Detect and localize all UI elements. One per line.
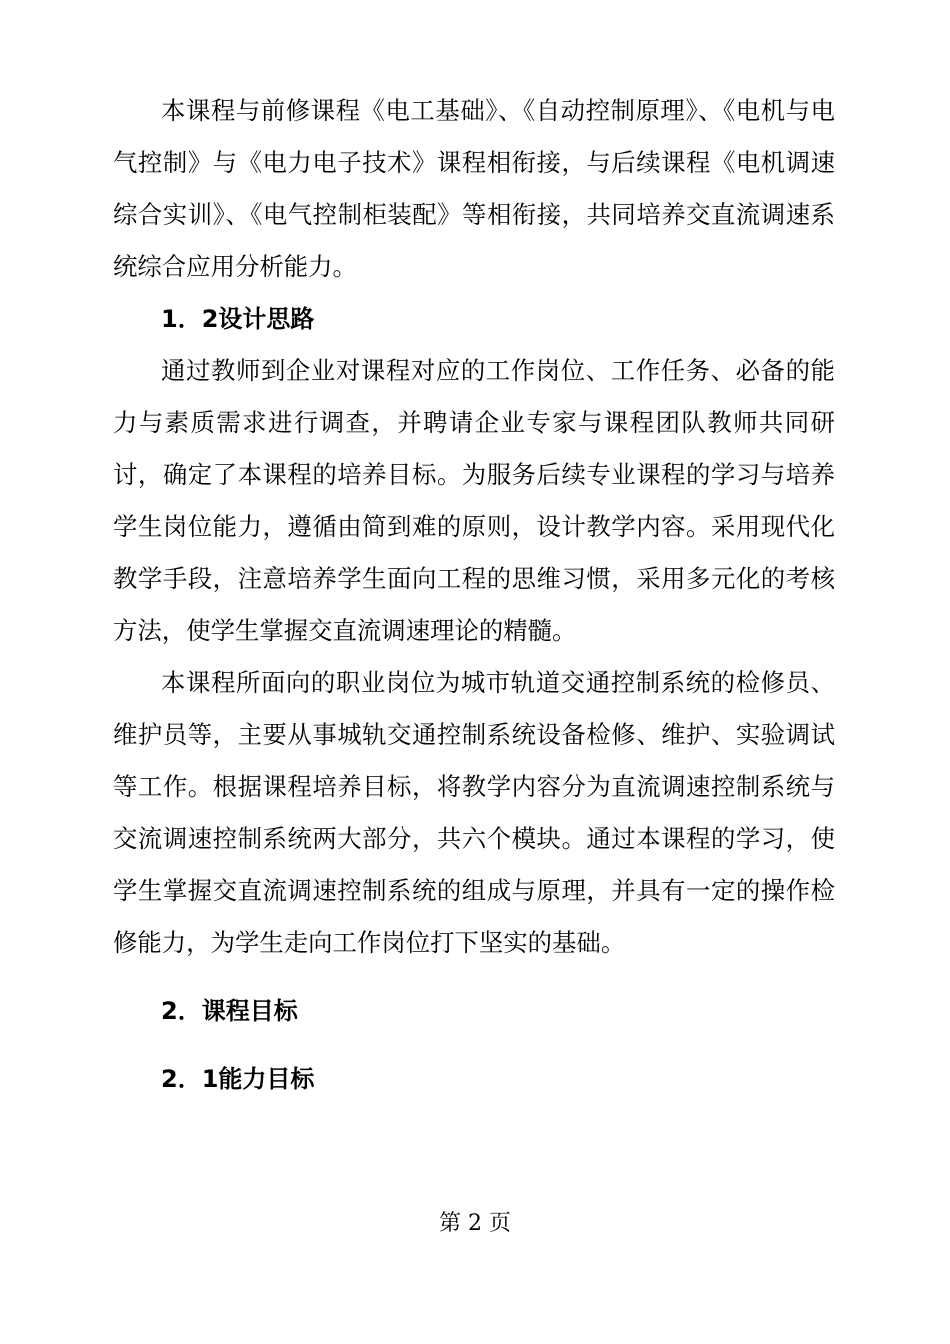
heading-design-approach: 1．2设计思路 — [161, 305, 315, 333]
paragraph-course-connections: 本课程与前修课程《电工基础》、《自动控制原理》、《电机与电气控制》与《电力电子技术》课程相衔接，与后续课程《电机调速综合实训》、《电气控制柜装配》等相衔接，共同培养交直流调速系统综合应用分析能力。 — [113, 96, 835, 281]
heading-ability-objectives: 2．1能力目标 — [161, 1065, 315, 1093]
paragraph-job-positions: 本课程所面向的职业岗位为城市轨道交通控制系统的检修员、维护员等，主要从事城轨交通控制系统设备检修、维护、实验调试等工作。根据课程培养目标，将教学内容分为直流调速控制系统与交流调速控制系统两大部分，共六个模块。通过本课程的学习，使学生掌握交直流调速控制系统的组成与原理，并具有一定的操作检修能力，为学生走向工作岗位打下坚实的基础。 — [113, 668, 835, 957]
spacer — [113, 1037, 835, 1053]
spacer — [113, 969, 835, 985]
page-number: 第 2 页 — [439, 1211, 511, 1236]
heading-course-objectives: 2．课程目标 — [161, 997, 298, 1025]
document-body — [113, 85, 835, 1105]
paragraph-design-approach: 通过教师到企业对课程对应的工作岗位、工作任务、必备的能力与素质需求进行调查，并聘请企业专家与课程团队教师共同研讨，确定了本课程的培养目标。为服务后续专业课程的学习与培养学生岗位能力，遵循由简到难的原则，设计教学内容。采用现代化教学手段，注意培养学生面向工程的思维习惯，采用多元化的考核方法，使学生掌握交直流调速理论的精髓。 — [113, 356, 835, 645]
